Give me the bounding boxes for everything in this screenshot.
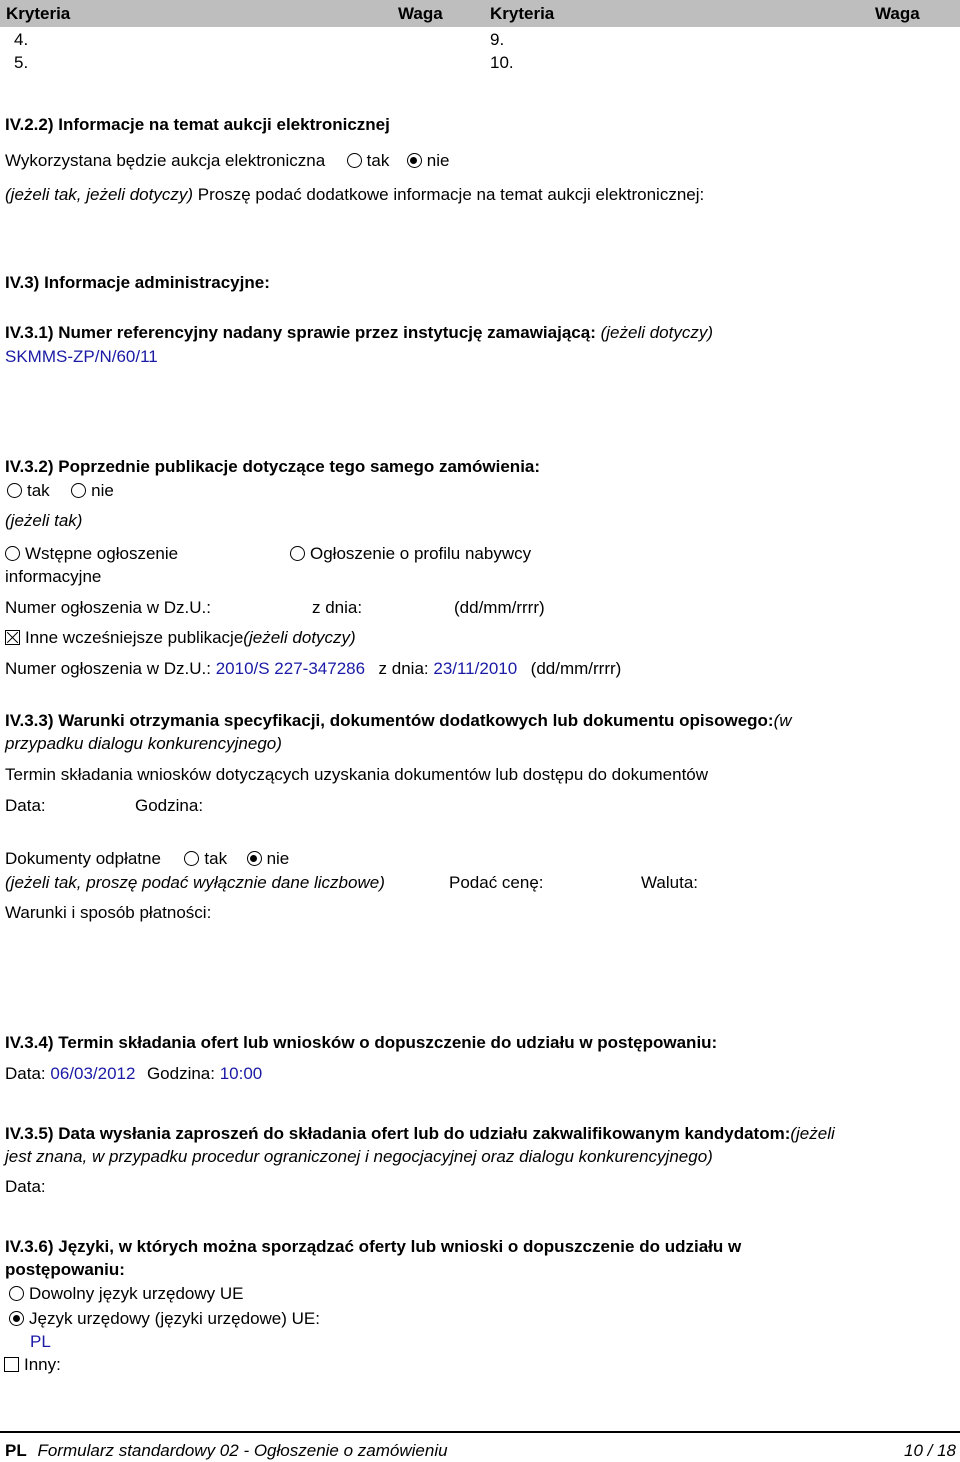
section-iv35-note-1: (jeżeli [790,1124,835,1143]
section-title-iv35: IV.3.5) Data wysłania zaproszeń do składania ofert lub do udziału zakwalifikowanym kandydatom: [5,1124,791,1143]
paid-docs-row [5,848,289,870]
section-iv31-heading [5,322,713,344]
other-notice-row [5,658,621,680]
notice-date-label: z dnia: [312,598,363,617]
criteria-table-header [0,0,960,27]
lang-any-option [9,1283,243,1305]
paid-docs-note: (jeżeli tak, proszę podać wyłącznie dane liczbowe) [5,873,385,892]
tender-date-label: Data: [5,1064,46,1083]
auction-note-italic: (jeżeli tak, jeżeli dotyczy) [5,185,194,204]
buyer-profile-label: Ogłoszenie o profilu nabywcy [310,544,532,563]
prev-pub-options [7,480,114,502]
footer-left [5,1440,448,1462]
lang-other-option [4,1354,61,1376]
docs-date-label: Data: [5,796,46,815]
other-notice-number: 2010/S 227-347286 [215,659,366,678]
criteria-row-4: 4. [14,30,29,49]
col-weight-2: Waga [875,4,920,23]
other-publications [5,627,356,649]
section-title-iv36-2: postępowaniu: [5,1260,125,1279]
section-iv33-heading [5,710,792,732]
radio-auction-nie-label: nie [426,151,450,170]
tender-deadline-row [5,1063,262,1085]
section-title-iv34: IV.3.4) Termin składania ofert lub wniosków o dopuszczenie do udziału w postępowaniu: [5,1033,718,1052]
section-title-iv22: IV.2.2) Informacje na temat aukcji elektronicznej [5,115,390,134]
tender-date: 06/03/2012 [50,1064,136,1083]
auction-note-text: Proszę podać dodatkowe informacje na temat aukcji elektronicznej: [193,185,705,204]
other-notice-number-label: Numer ogłoszenia w Dz.U.: [5,659,211,678]
section-title-iv31: IV.3.1) Numer referencyjny nadany sprawie przez instytucję zamawiającą: [5,323,596,342]
other-publications-label: Inne wcześniejsze publikacje [25,628,244,647]
footer-page-number: 10 / 18 [904,1441,956,1460]
if-yes-note: (jeżeli tak) [5,511,83,530]
currency-label: Waluta: [641,873,699,892]
tender-time-label: Godzina: [146,1064,215,1083]
auction-question-label: Wykorzystana będzie aukcja elektroniczna [5,151,326,170]
other-notice-date-format: (dd/mm/rrrr) [530,659,622,678]
col-criteria-1: Kryteria [6,4,71,23]
paid-docs-label: Dokumenty odpłatne [5,849,161,868]
radio-lang-any[interactable] [9,1286,24,1301]
radio-prevpub-tak[interactable] [7,483,22,498]
section-iv35-note-2: jest znana, w przypadku procedur ograniczonej i negocjacyjnej oraz dialogu konkurencyjnego) [5,1147,713,1166]
checkbox-other-publications[interactable] [5,630,20,645]
radio-prevpub-tak-label: tak [27,481,50,500]
other-publications-note: (jeżeli dotyczy) [243,628,356,647]
lang-official-label: Język urzędowy (języki urzędowe) UE: [29,1309,320,1328]
invitation-date-label: Data: [5,1177,46,1196]
payment-terms-label: Warunki i sposób płatności: [5,903,212,922]
section-title-iv3: IV.3) Informacje administracyjne: [5,273,270,292]
price-label: Podać cenę: [449,873,544,892]
footer-lang: PL [5,1441,27,1460]
section-iv33-note-2: przypadku dialogu konkurencyjnego) [5,734,282,753]
auction-note [5,184,704,206]
section-iv33-note-1: (w [773,711,792,730]
criteria-row-9: 9. [490,30,505,49]
prelim-notice-option [5,543,178,565]
criteria-row-10: 10. [490,53,514,72]
criteria-row-5: 5. [14,53,29,72]
section-title-iv36-1: IV.3.6) Języki, w których można sporządzać oferty lub wnioski o dopuszczenie do udziału w [5,1237,742,1256]
docs-deadline-label: Termin składania wniosków dotyczących uzyskania dokumentów lub dostępu do dokumentów [5,765,709,784]
radio-paid-nie[interactable] [247,851,262,866]
radio-prevpub-nie[interactable] [71,483,86,498]
col-criteria-2: Kryteria [490,4,555,23]
lang-any-label: Dowolny język urzędowy UE [29,1284,244,1303]
language-value: PL [30,1332,51,1351]
reference-number: SKMMS-ZP/N/60/11 [5,347,158,366]
radio-prelim-notice[interactable] [5,546,20,561]
other-notice-date-label: z dnia: [378,659,429,678]
radio-paid-tak-label: tak [204,849,228,868]
radio-paid-nie-label: nie [266,849,290,868]
radio-paid-tak[interactable] [184,851,199,866]
radio-auction-tak-label: tak [366,151,390,170]
buyer-profile-option [290,543,531,565]
tender-time: 10:00 [219,1064,263,1083]
radio-auction-tak[interactable] [347,153,362,168]
section-title-iv32: IV.3.2) Poprzednie publikacje dotyczące tego samego zamówienia: [5,457,541,476]
radio-lang-official[interactable] [9,1311,24,1326]
prelim-notice-label-2: informacyjne [5,567,102,586]
section-title-iv33: IV.3.3) Warunki otrzymania specyfikacji, dokumentów dodatkowych lub dokumentu opisowego: [5,711,774,730]
lang-official-option [9,1308,320,1330]
footer-divider [0,1431,960,1433]
section-iv35-heading [5,1123,835,1145]
docs-time-label: Godzina: [135,796,204,815]
notice-date-format: (dd/mm/rrrr) [454,598,545,617]
other-notice-date: 23/11/2010 [433,659,518,678]
radio-prevpub-nie-label: nie [91,481,114,500]
lang-other-label: Inny: [24,1355,61,1374]
notice-number-label: Numer ogłoszenia w Dz.U.: [5,598,211,617]
section-iv31-note: (jeżeli dotyczy) [600,323,714,342]
footer-form-title: Formularz standardowy 02 - Ogłoszenie o zamówieniu [37,1441,448,1460]
prelim-notice-label-1: Wstępne ogłoszenie [25,544,179,563]
col-weight-1: Waga [398,4,443,23]
auction-question [5,150,449,172]
radio-buyer-profile[interactable] [290,546,305,561]
radio-auction-nie[interactable] [407,153,422,168]
checkbox-lang-other[interactable] [4,1357,19,1372]
